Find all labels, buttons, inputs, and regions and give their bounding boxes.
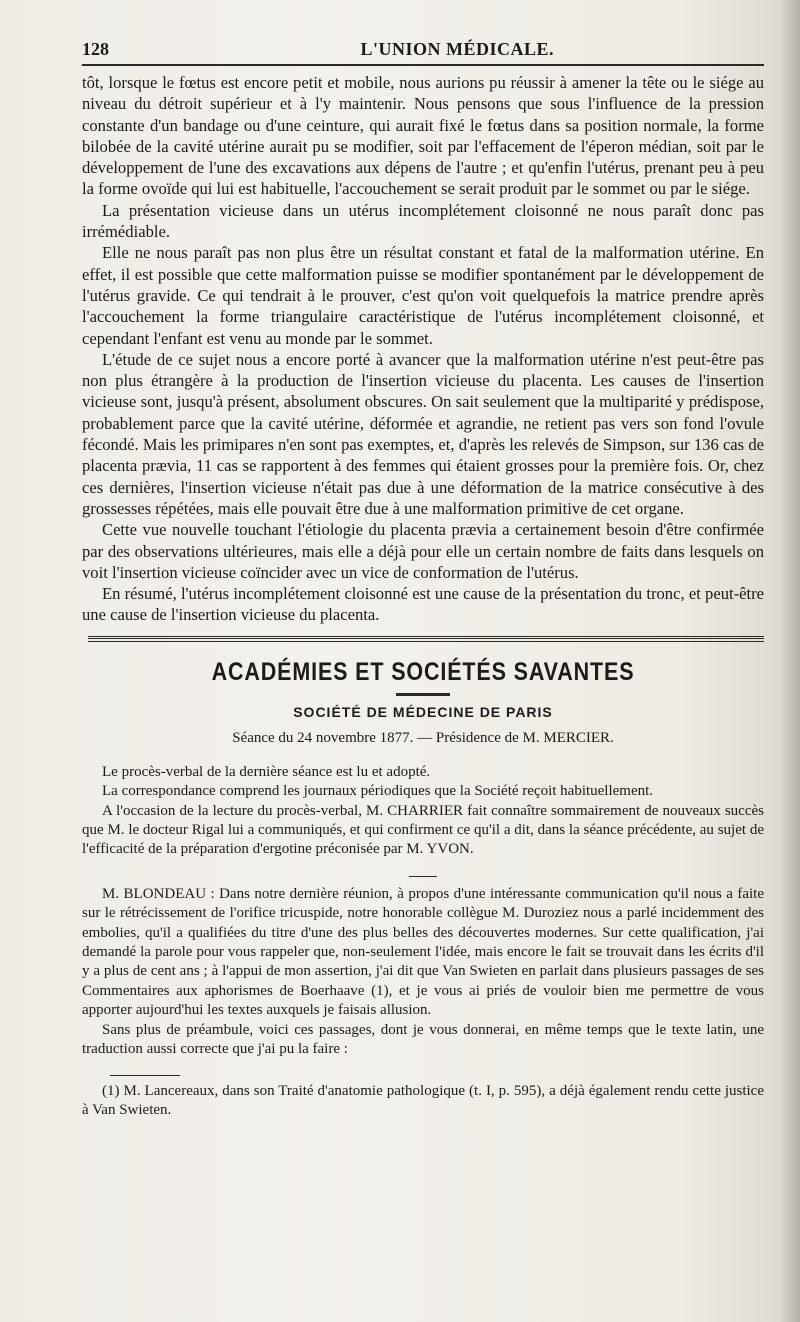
section-title: ACADÉMIES ET SOCIÉTÉS SAVANTES [211, 657, 635, 686]
title-underline [396, 693, 450, 696]
running-title: L'UNION MÉDICALE. [360, 39, 554, 59]
page-header [82, 0, 764, 64]
page-edge-shadow [778, 0, 800, 1322]
footnote [82, 1082, 764, 1120]
society-name: SOCIÉTÉ DE MÉDECINE DE PARIS [293, 703, 553, 720]
footnote-text: (1) M. Lancereaux, dans son Traité d'anatomie pathologique (t. I, p. 595), a déjà également rendu cette justice à Van Swieten. [82, 1083, 764, 1119]
article-paragraph: tôt, lorsque le fœtus est encore petit et mobile, nous aurions pu réussir à amener la tête ou le siége au niveau du détroit supérieur et à l'y maintenir. Nous pensons que sous l'influence de la pression constante d'un bandage ou d'une ceinture, qui aurait fixé le fœtus dans sa position normale, la forme bilobée de la cavité utérine aurait pu se modifier, soit par l'effacement de l'éperon médian, soit par le développement de l'une des excavations aux dépens de l'autre ; et qu'enfin l'utérus, prenant peu à peu la forme ovoïde qui lui est habituelle, l'accouchement se serait produit par le sommet ou par le siége. [82, 73, 764, 199]
minutes-paragraph: La correspondance comprend les journaux périodiques que la Société reçoit habituellement. [102, 783, 654, 800]
article-paragraph: Cette vue nouvelle touchant l'étiologie du placenta prævia a certainement besoin d'être confirmée par des observations ultérieures, mais elle a déjà pour elle un certain nombre de faits dans lesquels on voit l'insertion vicieuse coïncider avec un vice de conformation de l'utérus. [82, 520, 764, 582]
section-divider [88, 636, 764, 642]
page-number: 128 [82, 39, 109, 59]
minutes-paragraph: Le procès-verbal de la dernière séance est lu et adopté. [102, 763, 431, 780]
minutes-body [82, 763, 764, 1060]
article-body [82, 72, 764, 626]
article-paragraph: La présentation vicieuse dans un utérus incomplétement cloisonné ne nous paraît donc pas irrémédiable. [82, 200, 764, 242]
minutes-paragraph: Sans plus de préambule, voici ces passages, dont je vous donnerai, en même temps que le texte latin, une traduction aussi correcte que j'ai pu la faire : [82, 1021, 764, 1057]
paragraph-divider [409, 876, 437, 877]
article-paragraph: En résumé, l'utérus incomplétement cloisonné est une cause de la présentation du tronc, et peut-être une cause de l'insertion vicieuse du placenta. [82, 584, 764, 625]
header-rule [82, 64, 764, 66]
minutes-paragraph: A l'occasion de la lecture du procès-verbal, M. CHARRIER fait connaître sommairement de nouveaux succès que M. le docteur Rigal lui a communiqués, et qui confirment ce qu'il a dit, dans la séance précédente, au sujet de l'efficacité de la préparation d'ergotine préconisée par M. YVON. [82, 802, 764, 858]
minutes-paragraph: M. BLONDEAU : Dans notre dernière réunion, à propos d'une intéressante communication qu'il nous a faite sur le rétrécissement de l'orifice tricuspide, notre honorable collègue M. Duroziez nous a parlé incidemment des embolies, qu'il a qualifiées du titre d'une des plus belles des découvertes modernes. Sur cette qualification, j'ai demandé la parole pour vous rappeler que, non-seulement l'idée, mais encore le fait se trouvait dans les écrits d'il y a plus de cent ans ; à l'appui de mon assertion, j'ai dit que Van Swieten en parlait dans plusieurs passages de ses Commentaires aux aphorismes de Boerhaave (1), et je vous ai priés de vouloir bien me permettre de vous apporter aujourd'hui les textes auxquels je faisais allusion. [82, 885, 764, 1019]
article-paragraph: L'étude de ce sujet nous a encore porté à avancer que la malformation utérine n'est peut-être pas non plus étrangère à la production de l'insertion vicieuse du placenta. Les causes de l'insertion vicieuse sont, jusqu'à présent, absolument obscures. On sait seulement que la multiparité y prédispose, probablement parce que la cavité utérine, déformée et agrandie, ne retient pas vers son fond l'ovule fécondé. Mais les primipares n'en sont pas exemptes, et, d'après les relevés de Simpson, sur 136 cas de placenta prævia, 11 cas se rapportent à des femmes qui étaient grosses pour la première fois. Or, chez ces dernières, l'insertion vicieuse n'était pas due à une déformation de la matrice consécutive à des grossesses répétées, mais elle pouvait être due à une malformation primitive de cet organe. [82, 349, 764, 518]
seance-line: Séance du 24 novembre 1877. — Présidence de M. MERCIER. [232, 729, 614, 746]
article-paragraph: Elle ne nous paraît pas non plus être un résultat constant et fatal de la malformation utérine. En effet, il est possible que cette malformation puisse se modifier spontanément par le développement de l'utérus gravide. Ce qui tendrait à le prouver, c'est qu'on voit quelquefois la matrice prendre après l'accouchement la forme triangulaire caractéristique de l'utérus incomplétement cloisonné, et cependant l'enfant est venu au monde par le sommet. [82, 243, 764, 348]
footnote-rule [110, 1075, 180, 1076]
